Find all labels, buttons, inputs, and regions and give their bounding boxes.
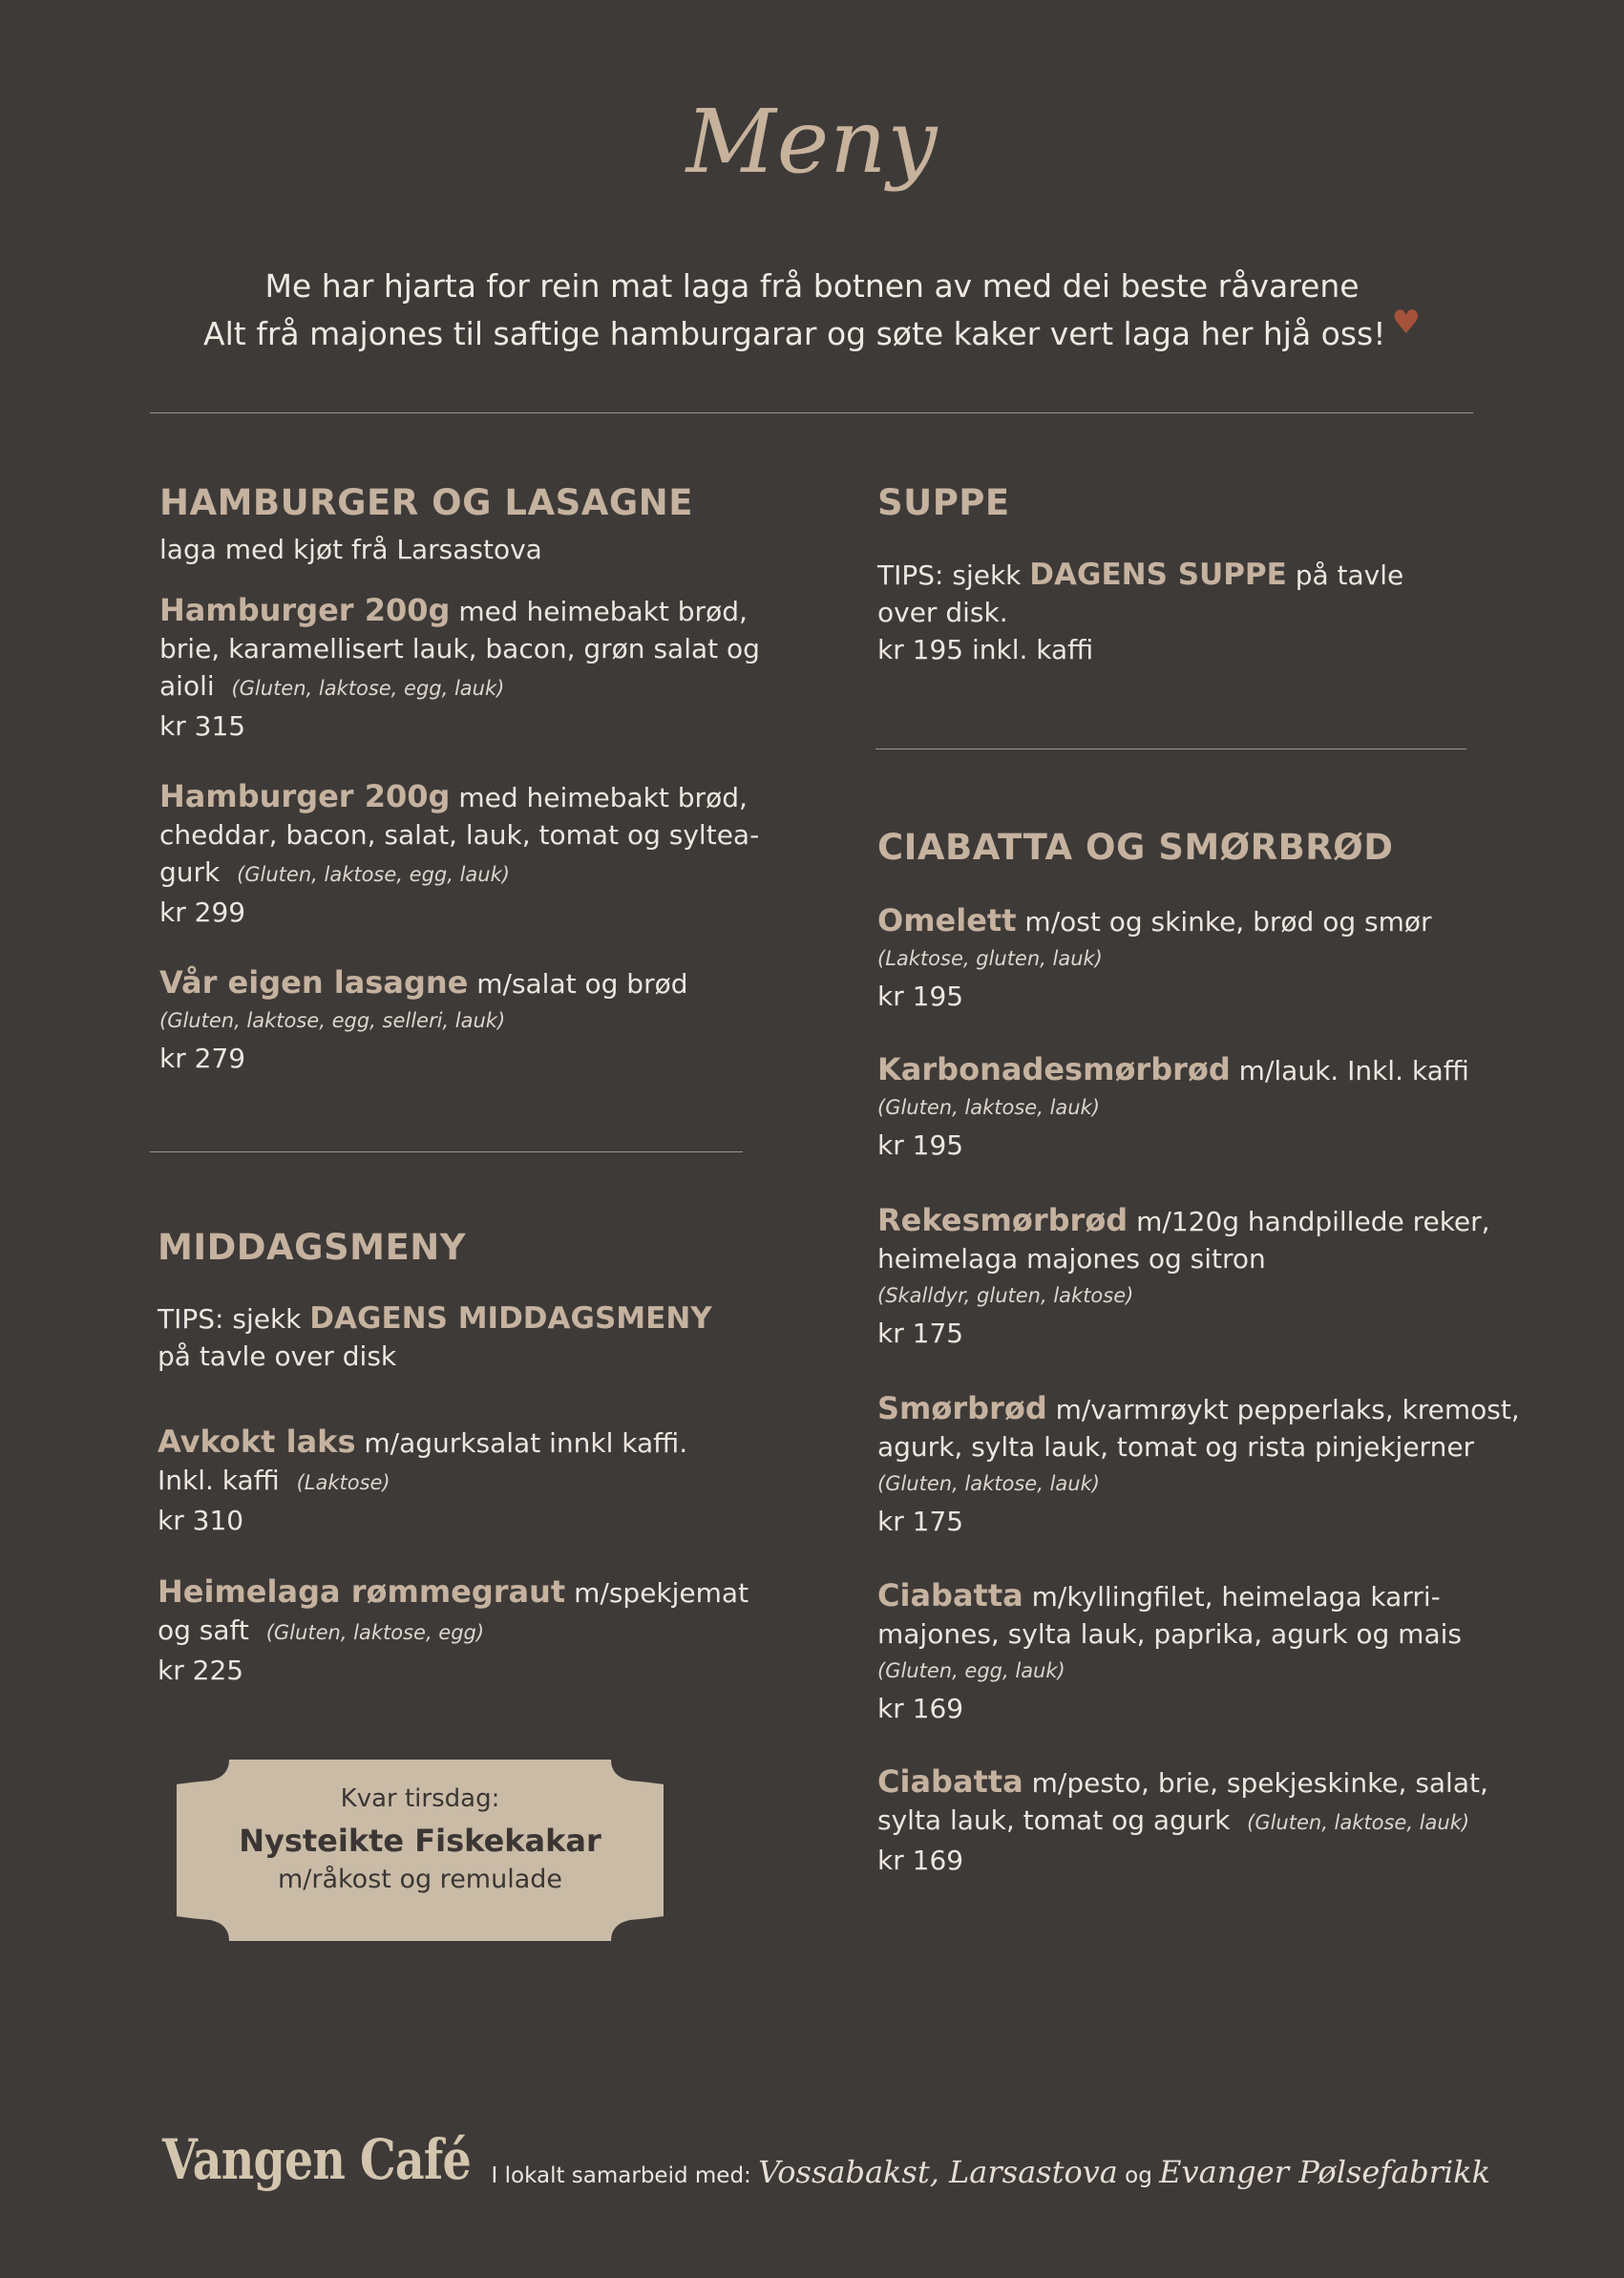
- item-line-2: [877, 1802, 1488, 1842]
- section-title-suppe: SUPPE: [877, 482, 1010, 523]
- badge-line-3: m/råkost og remulade: [277, 1865, 563, 1894]
- item-line-3: [159, 667, 760, 707]
- footer-sep-2: og: [1117, 2163, 1160, 2188]
- dish-desc-2: majones, sylta lauk, paprika, agurk og mais: [877, 1618, 1462, 1650]
- dish-desc-2: Inkl. kaffi: [158, 1465, 280, 1496]
- allergens: (Skalldyr, gluten, laktose): [877, 1284, 1134, 1307]
- allergens: (Gluten, laktose, lauk): [877, 1096, 1100, 1119]
- menu-title: Meny: [685, 91, 939, 193]
- menu-item-graut: [158, 1573, 749, 1689]
- dish-desc-2: brie, karamellisert lauk, bacon, grøn salat og: [159, 633, 760, 664]
- item-line-1: [877, 1390, 1520, 1428]
- dish-name: Omelett: [877, 902, 1017, 939]
- dish-name: Rekesmørbrød: [877, 1202, 1128, 1238]
- allergens: (Laktose): [296, 1471, 390, 1494]
- price: kr 195 inkl. kaffi: [877, 634, 1094, 665]
- price: kr 175: [877, 1506, 964, 1537]
- dish-name: Ciabatta: [877, 1577, 1023, 1614]
- menu-item-smorbrod: [877, 1390, 1520, 1540]
- item-line-1: [159, 592, 760, 630]
- dish-desc-2: og saft: [158, 1614, 249, 1646]
- middag-tips: [158, 1300, 712, 1375]
- item-line-1: [877, 1577, 1462, 1615]
- intro-line-2: Alt frå majones til saftige hamburgarar og søte kaker vert laga her hjå oss!: [203, 315, 1386, 352]
- footer-prefix: I lokalt samarbeid med:: [491, 2163, 759, 2188]
- tips-prefix: TIPS: sjekk: [877, 559, 1030, 591]
- menu-item-reke: [877, 1202, 1490, 1352]
- left-divider: [150, 1151, 743, 1152]
- dish-desc-3: aioli: [159, 670, 215, 702]
- item-line-2: [158, 1462, 687, 1502]
- item-line-3: [159, 854, 759, 894]
- header-divider: [150, 412, 1473, 413]
- partner-larsastova: Larsastova: [949, 2154, 1118, 2190]
- dish-name: Heimelaga rømmegraut: [158, 1573, 566, 1610]
- badge-line-2: Nysteikte Fiskekakar: [239, 1823, 601, 1859]
- dish-name: Hamburger 200g: [159, 592, 451, 628]
- price: kr 169: [877, 1845, 964, 1876]
- suppe-line-1: [877, 557, 1403, 594]
- suppe-line-2: over disk.: [877, 597, 1008, 628]
- price: kr 299: [159, 896, 246, 928]
- tuesday-special-badge: [177, 1760, 664, 1941]
- dish-name: Karbonadesmørbrød: [877, 1051, 1231, 1087]
- menu-item-hamburger-2: [159, 778, 759, 931]
- menu-item-karbonade: [877, 1051, 1469, 1164]
- tips-prefix: TIPS: sjekk: [158, 1303, 310, 1335]
- suppe-info: [877, 557, 1403, 668]
- tips-highlight: DAGENS SUPPE: [1029, 558, 1287, 592]
- dish-desc-2: sylta lauk, tomat og agurk: [877, 1804, 1231, 1836]
- intro-line-1: Me har hjarta for rein mat laga frå botnen av med dei beste råvarene: [264, 267, 1360, 305]
- item-line-1: [159, 964, 688, 1002]
- price: kr 225: [158, 1655, 244, 1686]
- allergens: (Gluten, laktose, egg, lauk): [237, 863, 510, 886]
- item-line-1: [158, 1573, 749, 1612]
- item-line-2: [158, 1612, 749, 1652]
- partner-vossabakst: Vossabakst: [758, 2154, 930, 2190]
- dish-desc: m/kyllingfilet, heimelaga karri-: [1023, 1581, 1441, 1613]
- tips-suffix: på tavle: [1286, 559, 1404, 591]
- dish-desc: m/120g handpillede reker,: [1128, 1206, 1490, 1237]
- item-line-1: [877, 1202, 1490, 1240]
- dish-name: Avkokt laks: [158, 1424, 356, 1460]
- section-title-ciabatta: CIABATTA OG SMØRBRØD: [877, 827, 1394, 868]
- menu-item-ciabatta-1: [877, 1577, 1462, 1727]
- partner-evanger: Evanger Pølsefabrikk: [1159, 2154, 1490, 2190]
- allergens: (Gluten, laktose, egg, lauk): [231, 677, 505, 700]
- tips-suffix: på tavle over disk: [158, 1340, 397, 1372]
- allergens: (Gluten, egg, lauk): [877, 1659, 1065, 1682]
- dish-desc: m/spekjemat: [565, 1577, 749, 1609]
- price: kr 175: [877, 1318, 964, 1349]
- dish-desc-2: agurk, sylta lauk, tomat og rista pinjekjerner: [877, 1431, 1475, 1463]
- allergens: (Gluten, laktose, lauk): [877, 1472, 1100, 1495]
- price: kr 315: [159, 710, 246, 742]
- partner-footer: [492, 2154, 1490, 2190]
- item-line-1: [159, 778, 759, 816]
- dish-desc-2: heimelaga majones og sitron: [877, 1243, 1266, 1275]
- dish-name: Smørbrød: [877, 1390, 1047, 1426]
- menu-item-omelett: [877, 902, 1432, 1015]
- menu-item-hamburger-1: [159, 592, 760, 745]
- item-line-1: [877, 1051, 1469, 1089]
- footer-sep-1: ,: [929, 2154, 950, 2190]
- hamburger-subtitle: laga med kjøt frå Larsastova: [159, 534, 542, 565]
- intro-text: [0, 263, 1624, 358]
- tips-line-1: [158, 1300, 712, 1338]
- menu-item-ciabatta-2: [877, 1763, 1488, 1879]
- menu-item-laks: [158, 1424, 687, 1539]
- badge-text: [177, 1779, 664, 1897]
- dish-desc-3: gurk: [159, 856, 221, 888]
- allergens: (Laktose, gluten, lauk): [877, 947, 1103, 970]
- section-title-hamburger: HAMBURGER OG LASAGNE: [159, 482, 693, 523]
- dish-desc: m/ost og skinke, brød og smør: [1016, 906, 1432, 938]
- price: kr 195: [877, 981, 964, 1012]
- price: kr 169: [877, 1693, 964, 1724]
- badge-line-1: Kvar tirsdag:: [340, 1784, 500, 1813]
- vangen-cafe-logo: Vangen Café: [162, 2127, 471, 2192]
- allergens: (Gluten, laktose, lauk): [1247, 1811, 1470, 1834]
- tips-highlight: DAGENS MIDDAGSMENY: [309, 1301, 712, 1336]
- dish-desc: m/agurksalat innkl kaffi.: [355, 1427, 688, 1459]
- section-title-middag: MIDDAGSMENY: [158, 1227, 467, 1268]
- intro-line-2-wrap: [0, 304, 1624, 358]
- item-line-1: [877, 1763, 1488, 1802]
- price: kr 195: [877, 1129, 964, 1161]
- dish-desc: m/salat og brød: [468, 968, 688, 1000]
- allergens: (Gluten, laktose, egg, selleri, lauk): [159, 1009, 506, 1032]
- dish-name: Hamburger 200g: [159, 778, 451, 814]
- item-line-1: [877, 902, 1432, 940]
- dish-desc: med heimebakt brød,: [450, 596, 748, 627]
- dish-desc: m/lauk. Inkl. kaffi: [1230, 1055, 1469, 1086]
- dish-desc: m/pesto, brie, spekjeskinke, salat,: [1023, 1767, 1488, 1799]
- dish-name: Ciabatta: [877, 1763, 1023, 1800]
- price: kr 310: [158, 1505, 244, 1536]
- menu-item-lasagne: [159, 964, 688, 1077]
- dish-name: Vår eigen lasagne: [159, 964, 469, 1001]
- item-line-1: [158, 1424, 687, 1462]
- dish-desc: med heimebakt brød,: [450, 782, 748, 813]
- dish-desc: m/varmrøykt pepperlaks, kremost,: [1046, 1394, 1520, 1425]
- allergens: (Gluten, laktose, egg): [265, 1621, 485, 1644]
- dish-desc-2: cheddar, bacon, salat, lauk, tomat og syltea-: [159, 819, 760, 851]
- price: kr 279: [159, 1043, 246, 1074]
- heart-icon: ♥: [1391, 304, 1421, 342]
